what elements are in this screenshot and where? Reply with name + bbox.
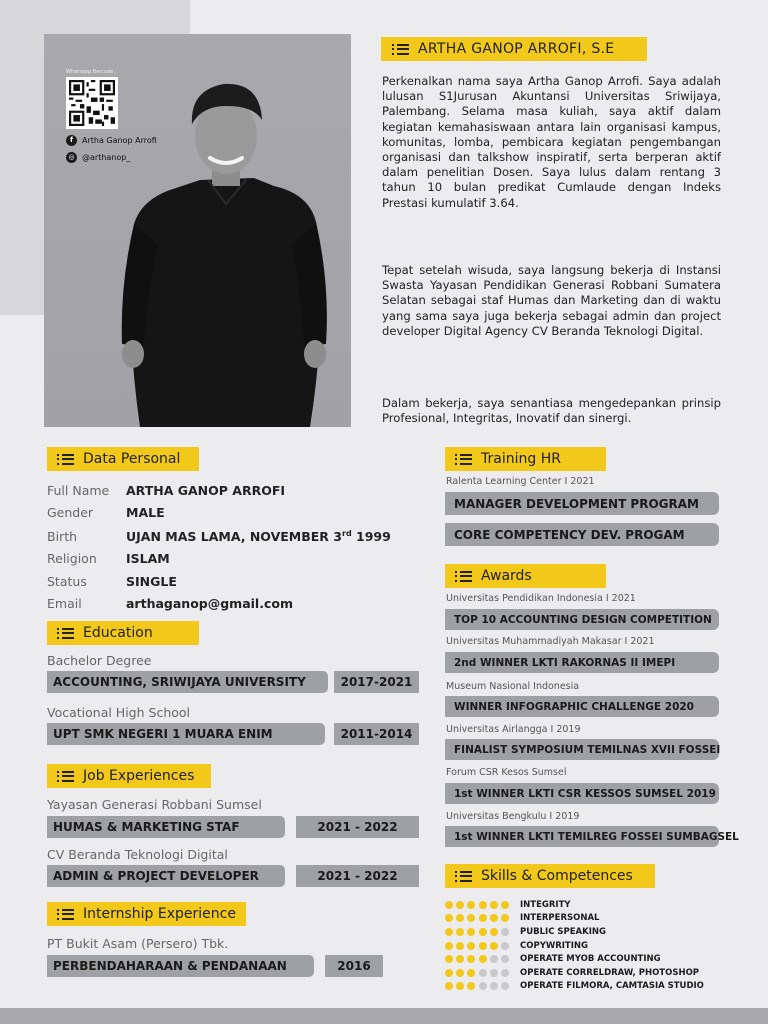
- job-org-1: Yayasan Generasi Robbani Sumsel: [47, 797, 262, 812]
- list-icon: [455, 454, 472, 465]
- section-title: Internship Experience: [83, 906, 236, 922]
- section-job-experiences: [47, 764, 211, 788]
- internship-year: 2016: [325, 955, 383, 977]
- value-religion: ISLAM: [126, 551, 170, 566]
- skill-row: [445, 952, 661, 966]
- value-status: SINGLE: [126, 574, 177, 589]
- award-org-5: Forum CSR Kesos Sumsel: [446, 767, 567, 778]
- award-title-1: TOP 10 ACCOUNTING DESIGN COMPETITION: [445, 609, 719, 630]
- skill-name: PUBLIC SPEAKING: [520, 926, 606, 937]
- section-title: Data Personal: [83, 451, 181, 467]
- section-education: [47, 621, 199, 645]
- skill-dot-filled: [490, 942, 498, 950]
- skill-dot-empty: [490, 982, 498, 990]
- value-email[interactable]: arthaganop@gmail.com: [126, 596, 293, 611]
- list-icon: [57, 628, 74, 639]
- skill-dot-filled: [479, 928, 487, 936]
- birth-sup: rd: [342, 529, 352, 538]
- award-org-6: Universitas Bengkulu I 2019: [446, 811, 580, 822]
- training-item-1: MANAGER DEVELOPMENT PROGRAM: [445, 492, 719, 515]
- list-icon: [57, 771, 74, 782]
- section-title: Job Experiences: [83, 768, 195, 784]
- skill-dot-filled: [490, 928, 498, 936]
- instagram-handle: @arthanop_: [82, 153, 131, 162]
- award-org-1: Universitas Pendidikan Indonesia I 2021: [446, 593, 636, 604]
- section-awards: [445, 564, 606, 588]
- skill-dot-empty: [501, 928, 509, 936]
- skill-dot-filled: [456, 982, 464, 990]
- skill-dot-filled: [445, 969, 453, 977]
- internship-role: PERBENDAHARAAN & PENDANAAN: [47, 955, 314, 977]
- skill-level-dots: [445, 955, 511, 963]
- skill-dot-filled: [456, 969, 464, 977]
- edu-years-2: 2011-2014: [334, 723, 419, 745]
- section-internship: [47, 902, 246, 926]
- about-paragraph-3: Dalam bekerja, saya senantiasa mengedepankan prinsip Profesional, Integritas, Inovatif dan sinergi.: [382, 396, 721, 426]
- skill-dot-empty: [501, 955, 509, 963]
- skill-dot-filled: [490, 914, 498, 922]
- skill-dot-filled: [456, 914, 464, 922]
- section-skills: [445, 864, 655, 888]
- skill-name: INTERPERSONAL: [520, 913, 600, 924]
- instagram-icon: ◎: [66, 152, 77, 163]
- skill-dot-filled: [456, 901, 464, 909]
- job-org-2: CV Beranda Teknologi Digital: [47, 847, 228, 862]
- skill-dot-filled: [479, 955, 487, 963]
- skill-dot-filled: [456, 942, 464, 950]
- label-religion: Religion: [47, 551, 97, 566]
- award-org-2: Universitas Muhammadiyah Makasar I 2021: [446, 636, 655, 647]
- list-icon: [455, 871, 472, 882]
- edu-level-1: Bachelor Degree: [47, 653, 152, 668]
- person-portrait: [104, 54, 344, 427]
- skill-dot-filled: [445, 982, 453, 990]
- label-full-name: Full Name: [47, 483, 110, 498]
- skill-dot-filled: [479, 914, 487, 922]
- skill-level-dots: [445, 914, 511, 922]
- skill-dot-empty: [490, 955, 498, 963]
- internship-org: PT Bukit Asam (Persero) Tbk.: [47, 936, 229, 951]
- section-title: Education: [83, 625, 153, 641]
- skill-row: [445, 898, 571, 912]
- job-years-2: 2021 - 2022: [296, 865, 419, 887]
- award-title-2: 2nd WINNER LKTI RAKORNAS II IMEPI: [445, 652, 719, 673]
- section-title: Training HR: [481, 451, 561, 467]
- decor-bottom-strip: [0, 1008, 768, 1024]
- skill-dot-empty: [479, 969, 487, 977]
- section-training-hr: [445, 447, 606, 471]
- skill-level-dots: [445, 982, 511, 990]
- list-icon: [57, 454, 74, 465]
- value-birth: [126, 529, 391, 544]
- job-role-2: ADMIN & PROJECT DEVELOPER: [47, 865, 285, 887]
- edu-name-2: UPT SMK NEGERI 1 MUARA ENIM: [47, 723, 325, 745]
- birth-year: 1999: [351, 529, 391, 545]
- full-name-title: ARTHA GANOP ARROFI, S.E: [418, 41, 615, 57]
- skill-name: OPERATE CORRELDRAW, PHOTOSHOP: [520, 967, 700, 978]
- skill-dot-filled: [445, 942, 453, 950]
- skill-dot-filled: [445, 914, 453, 922]
- list-icon: [455, 571, 472, 582]
- award-title-3: WINNER INFOGRAPHIC CHALLENGE 2020: [445, 696, 719, 717]
- training-item-2: CORE COMPETENCY DEV. PROGAM: [445, 523, 719, 546]
- skill-name: OPERATE MYOB ACCOUNTING: [520, 954, 661, 965]
- list-icon: [392, 44, 409, 55]
- profile-photo-panel: [44, 34, 351, 427]
- skill-row: [445, 939, 588, 953]
- training-org: Ralenta Learning Center I 2021: [446, 476, 595, 487]
- skill-level-dots: [445, 969, 511, 977]
- skill-dot-filled: [479, 942, 487, 950]
- skill-dot-filled: [445, 955, 453, 963]
- list-icon: [57, 909, 74, 920]
- facebook-icon: f: [66, 135, 77, 146]
- skill-row: [445, 980, 704, 994]
- section-title: Skills & Competences: [481, 868, 633, 884]
- edu-name-1: ACCOUNTING, SRIWIJAYA UNIVERSITY: [47, 671, 328, 693]
- skill-name: INTEGRITY: [520, 899, 571, 910]
- value-full-name: ARTHA GANOP ARROFI: [126, 483, 286, 498]
- label-status: Status: [47, 574, 87, 589]
- skill-dot-empty: [501, 982, 509, 990]
- section-title: Awards: [481, 568, 532, 584]
- skill-dot-filled: [467, 914, 475, 922]
- skill-name: OPERATE FILMORA, CAMTASIA STUDIO: [520, 981, 704, 992]
- skill-dot-filled: [467, 955, 475, 963]
- job-years-1: 2021 - 2022: [296, 816, 419, 838]
- label-email: Email: [47, 596, 82, 611]
- skill-dot-empty: [501, 942, 509, 950]
- skill-dot-filled: [490, 901, 498, 909]
- skill-name: COPYWRITING: [520, 940, 588, 951]
- skill-dot-filled: [467, 982, 475, 990]
- edu-years-1: 2017-2021: [334, 671, 419, 693]
- value-gender: MALE: [126, 505, 165, 520]
- skill-dot-filled: [467, 942, 475, 950]
- edu-level-2: Vocational High School: [47, 705, 191, 720]
- skill-dot-filled: [501, 914, 509, 922]
- skill-dot-empty: [479, 982, 487, 990]
- skill-dot-filled: [445, 928, 453, 936]
- skill-row: [445, 966, 699, 980]
- qr-label: Whatsapp Barcode :: [66, 69, 117, 75]
- facebook-name: Artha Ganop Arrofi: [82, 136, 157, 145]
- award-org-4: Universitas Airlangga I 2019: [446, 724, 581, 735]
- skill-level-dots: [445, 942, 511, 950]
- skill-dot-filled: [467, 969, 475, 977]
- skill-dot-filled: [501, 901, 509, 909]
- section-data-personal: [47, 447, 199, 471]
- label-gender: Gender: [47, 505, 94, 520]
- job-role-1: HUMAS & MARKETING STAF: [47, 816, 285, 838]
- skill-row: [445, 925, 606, 939]
- award-title-5: 1st WINNER LKTI CSR KESSOS SUMSEL 2019: [445, 783, 719, 804]
- award-title-6: 1st WINNER LKTI TEMILREG FOSSEI SUMBAGSEL: [445, 826, 719, 847]
- skill-row: [445, 912, 599, 926]
- skill-dot-filled: [467, 901, 475, 909]
- birth-text: UJAN MAS LAMA, NOVEMBER 3: [126, 529, 342, 545]
- label-birth: Birth: [47, 529, 78, 544]
- skill-dot-empty: [501, 969, 509, 977]
- about-paragraph-2: Tepat setelah wisuda, saya langsung bekerja di Instansi Swasta Yayasan Pendidikan Generasi Robbani Sumatera Selatan sebagai staf Humas dan Marketing dan di waktu yang sama saya juga bekerja sebagai admin dan project developer Digital Agency CV Beranda Teknologi Digital.: [382, 263, 721, 338]
- about-paragraph-1: Perkenalkan nama saya Artha Ganop Arrofi. Saya adalah lulusan S1Jurusan Akuntansi Universitas Sriwijaya, Palembang. Selama masa kuliah, saya aktif dalam kegiatan kemahasiswaan antara lain organisasi kampus, komunitas, lomba, pembicara kegiatan pengembangan organisasi dan talkshow inspiratif, serta berperan aktif dalam penelitian Dosen. Saya lulus dalam rentang 3 tahun 10 bulan predikat Cumlaude dengan Indeks Prestasi kumulatif 3.64.: [382, 74, 721, 210]
- skill-dot-filled: [479, 901, 487, 909]
- skill-dot-filled: [445, 901, 453, 909]
- award-org-3: Museum Nasional Indonesia: [446, 681, 580, 692]
- skill-dot-empty: [490, 969, 498, 977]
- skill-dot-filled: [467, 928, 475, 936]
- award-title-4: FINALIST SYMPOSIUM TEMILNAS XVII FOSSEI: [445, 739, 719, 760]
- skill-dot-filled: [456, 928, 464, 936]
- skill-dot-filled: [456, 955, 464, 963]
- skill-level-dots: [445, 901, 511, 909]
- skill-level-dots: [445, 928, 511, 936]
- name-header: [381, 37, 647, 61]
